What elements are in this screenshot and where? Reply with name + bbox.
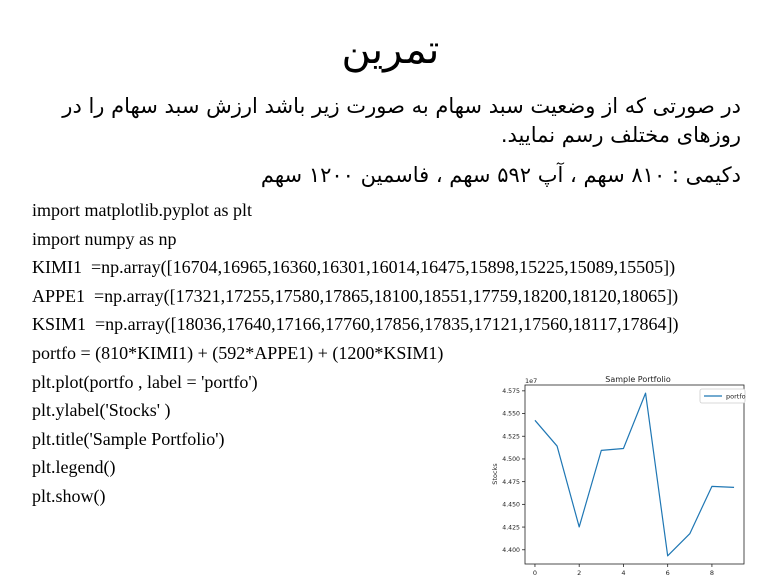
y-tick-label: 4.400 (502, 546, 520, 554)
chart-title: Sample Portfolio (605, 375, 671, 384)
code-line: plt.ylabel('Stocks' ) (32, 400, 171, 421)
code-line: APPE1 =np.array([17321,17255,17580,17865,18100,18551,17759,18200,18120,18065]) (32, 285, 679, 306)
legend-label: portfo (726, 392, 746, 401)
y-tick-label: 4.550 (502, 410, 520, 418)
code-line: import numpy as np (32, 228, 177, 249)
code-line: plt.title('Sample Portfolio') (32, 428, 225, 449)
code-line: plt.plot(portfo , label = 'portfo') (32, 371, 258, 392)
x-tick-label: 6 (665, 569, 670, 577)
code-line: KSIM1 =np.array([18036,17640,17166,17760,17856,17835,17121,17560,18117,17864]) (32, 314, 679, 335)
chart-svg (488, 368, 778, 580)
y-tick-label: 4.500 (502, 456, 520, 464)
series-line-portfo (535, 393, 734, 556)
holdings-line: دکیمی : ۸۱۰ سهم ، آپ ۵۹۲ سهم ، فاسمین ۱۲۰۰ سهم (260, 163, 741, 187)
code-line: portfo = (810*KIMI1) + (592*APPE1) + (1200*KSIM1) (32, 342, 444, 363)
plot-frame (525, 385, 744, 564)
exercise-paragraph: در صورتی که از وضعیت سبد سهام به صورت زیر باشد ارزش سبد سهام را در روزهای مختلف رسم نمایید. (62, 94, 741, 147)
y-tick-label: 4.425 (502, 524, 520, 532)
x-tick-label: 8 (709, 569, 714, 577)
axes (502, 385, 744, 577)
code-line: plt.legend() (32, 457, 116, 478)
code-line: KIMI1 =np.array([16704,16965,16360,16301,16014,16475,15898,15225,15089,15505]) (32, 257, 676, 278)
y-tick-label: 4.575 (502, 388, 520, 396)
code-line: import matplotlib.pyplot as plt (32, 200, 252, 220)
portfolio-chart (488, 368, 778, 580)
x-tick-label: 0 (532, 569, 538, 577)
x-tick-label: 4 (621, 569, 626, 577)
slide-title: تمرین (341, 27, 440, 73)
y-tick-label: 4.475 (502, 478, 520, 486)
y-tick-label: 4.450 (502, 501, 520, 509)
y-tick-label: 4.525 (502, 433, 520, 441)
x-tick-label: 2 (577, 569, 582, 577)
y-offset-label: 1e7 (525, 377, 538, 385)
legend (700, 389, 746, 403)
y-axis-label: Stocks (491, 463, 499, 485)
plot-area (535, 393, 734, 556)
code-line: plt.show() (32, 485, 106, 506)
